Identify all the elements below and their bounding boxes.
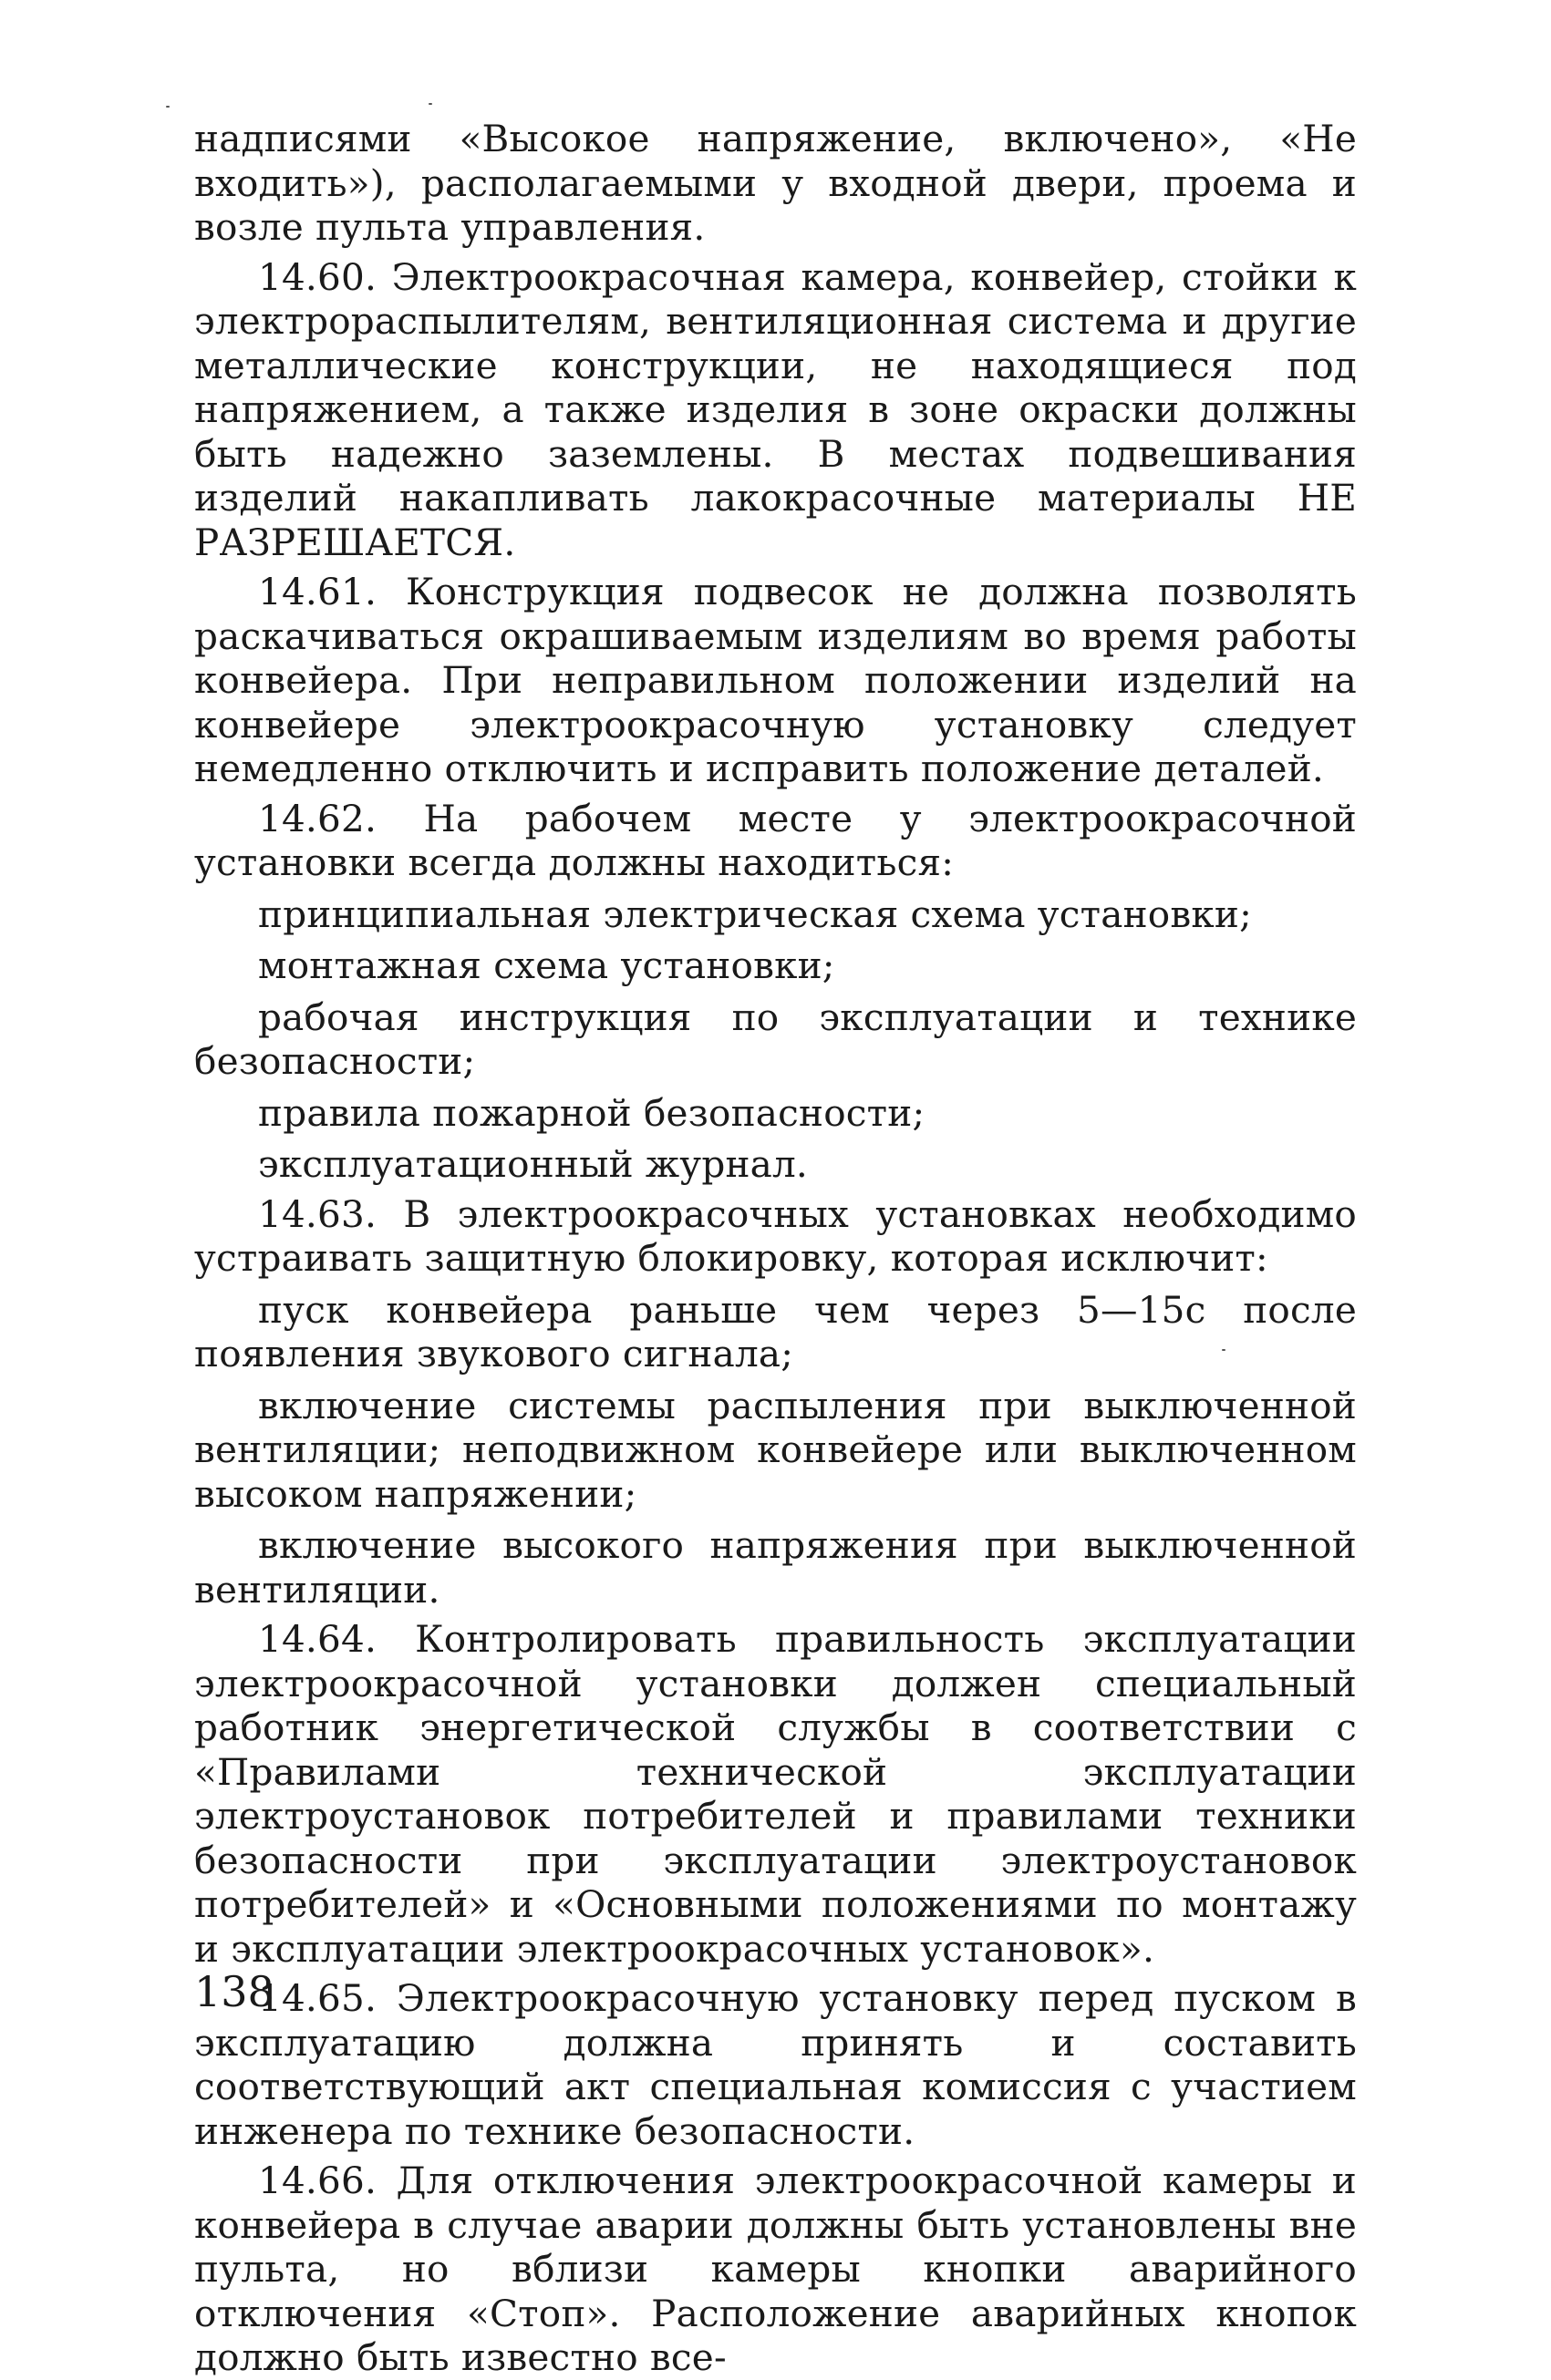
list-item: эксплуатационный журнал. xyxy=(258,1142,808,1186)
paragraph-continuation: надписями «Высокое напряжение, включено», «Не входить»), располагаемыми у входной двери, проема и возле пульта управления. xyxy=(194,117,1357,249)
paragraph-14-62: 14.62. На рабочем месте у электроокрасочной установки всегда должны находиться: xyxy=(194,796,1357,884)
body-text xyxy=(194,117,1357,2380)
paragraph-14-63: 14.63. В электроокрасочных установках необходимо устраивать защитную блокировку, которая исключит: xyxy=(194,1191,1357,1280)
list-item: принципиальная электрическая схема установки; xyxy=(258,891,1252,936)
list-item: включение высокого напряжения при выключенной вентиляции. xyxy=(194,1523,1357,1612)
paragraph-14-60: 14.60. Электроокрасочная камера, конвейер, стойки к электрораспылителям, вентиляционная система и другие металлические конструкции, не находящиеся под напряжением, а также изделия в зоне окраски должны быть надежно заземлены. В местах подвешивания изделий накапливать лакокрасочные материалы НЕ РАЗРЕШАЕТСЯ. xyxy=(194,254,1357,564)
paragraph-14-66: 14.66. Для отключения электроокрасочной камеры и конвейера в случае аварии должны быть установлены вне пульта, но вблизи камеры кнопки аварийного отключения «Стоп». Расположение аварийных кнопок должно быть известно все- xyxy=(194,2158,1357,2379)
paragraph-14-65: 14.65. Электроокрасочную установку перед пуском в эксплуатацию должна принять и составить соответствующий акт специальная комиссия с участием инженера по технике безопасности. xyxy=(194,1976,1357,2153)
page-number: 138 xyxy=(194,1967,274,2016)
list-item: рабочая инструкция по эксплуатации и технике безопасности; xyxy=(194,994,1357,1083)
scan-speck xyxy=(429,103,432,105)
list-item: правила пожарной безопасности; xyxy=(258,1090,925,1135)
paragraph-14-64: 14.64. Контролировать правильность эксплуатации электроокрасочной установки должен специальный работник энергетической службы в соответствии с «Правилами технической эксплуатации электроустановок потребителей и правилами техники безопасности при эксплуатации электроустановок потребителей» и «Основными положениями по монтажу и эксплуатации электроокрасочных установок». xyxy=(194,1617,1357,1971)
scan-speck xyxy=(166,106,170,108)
list-item: пуск конвейера раньше чем через 5—15с после появления звукового сигнала; xyxy=(194,1287,1357,1375)
paragraph-14-61: 14.61. Конструкция подвесок не должна позволять раскачиваться окрашиваемым изделиям во время работы конвейера. При неправильном положении изделий на конвейере электроокрасочную установку следует немедленно отключить и исправить положение деталей. xyxy=(194,570,1357,790)
list-item: включение системы распыления при выключенной вентиляции; неподвижном конвейере или выключенном высоком напряжении; xyxy=(194,1383,1357,1516)
list-item: монтажная схема установки; xyxy=(258,943,835,987)
